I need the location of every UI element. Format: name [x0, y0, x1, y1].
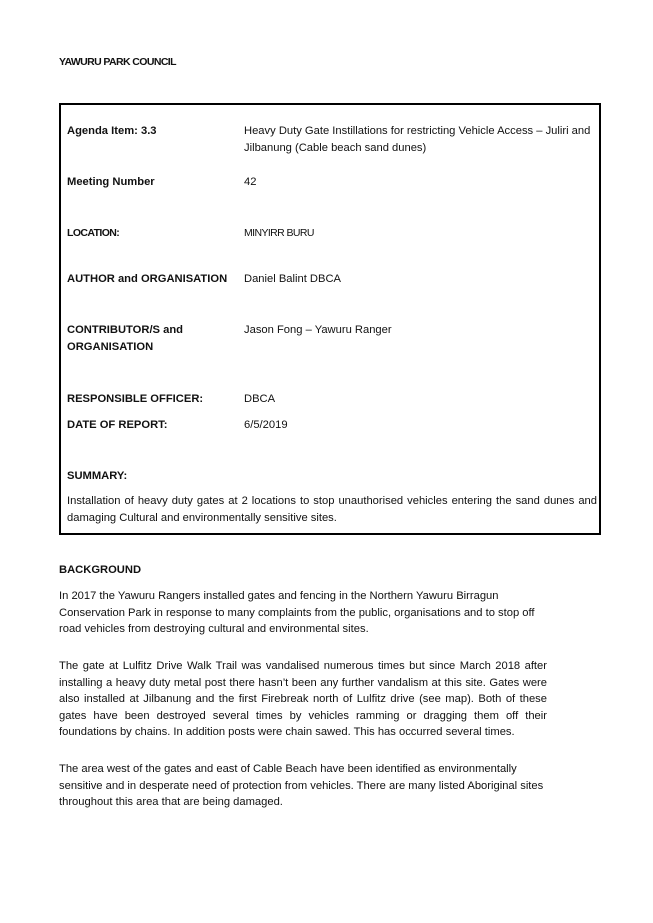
responsible-officer-value: DBCA: [244, 393, 276, 405]
agenda-details-box: [59, 103, 601, 535]
date-of-report-label: DATE OF REPORT:: [67, 419, 168, 431]
meeting-number-label: Meeting Number: [67, 176, 155, 188]
location-label: LOCATION:: [67, 227, 120, 239]
background-heading: BACKGROUND: [59, 564, 142, 576]
summary-text: Installation of heavy duty gates at 2 locations to stop unauthorised vehicles entering the sand dunes and damaging Cultural and environmentally sensitive sites.: [67, 495, 597, 524]
agenda-item-label: Agenda Item: 3.3: [67, 125, 157, 137]
author-label: AUTHOR and ORGANISATION: [67, 273, 228, 285]
council-name: YAWURU PARK COUNCIL: [59, 56, 176, 68]
contributor-value: Jason Fong – Yawuru Ranger: [244, 324, 392, 336]
background-paragraph-1: In 2017 the Yawuru Rangers installed gates and fencing in the Northern Yawuru Birragun Conservation Park in response to many complaints from the public, organisations and to stop off road vehicles from destroying cultural and environmental sites.: [59, 590, 535, 635]
date-of-report-value: 6/5/2019: [244, 419, 288, 431]
background-paragraph-2: The gate at Lulfitz Drive Walk Trail was vandalised numerous times but since March 2018 after installing a heavy duty metal post there hasn’t been any further vandalism at this site. Gates were also installed at Jilbanung and the first Firebreak north of Lulfitz drive (see map). Both of these gates have been destroyed several times by vehicles ramming or dragging them off their foundations by chains. In addition posts were chain sawed. This has occurred several times.: [59, 660, 547, 738]
location-value: MINYIRR BURU: [244, 227, 314, 239]
summary-label: SUMMARY:: [67, 470, 128, 482]
meeting-number-value: 42: [244, 176, 257, 188]
contributor-label: CONTRIBUTOR/S and ORGANISATION: [67, 324, 184, 353]
responsible-officer-label: RESPONSIBLE OFFICER:: [67, 393, 204, 405]
author-value: Daniel Balint DBCA: [244, 273, 342, 285]
background-paragraph-3: The area west of the gates and east of Cable Beach have been identified as environmentally sensitive and in desperate need of protection from vehicles. There are many listed Aboriginal sites throughout this area that are being damaged.: [59, 763, 544, 808]
agenda-item-title: Heavy Duty Gate Instillations for restricting Vehicle Access – Juliri and Jilbanung (Cable beach sand dunes): [244, 125, 591, 154]
